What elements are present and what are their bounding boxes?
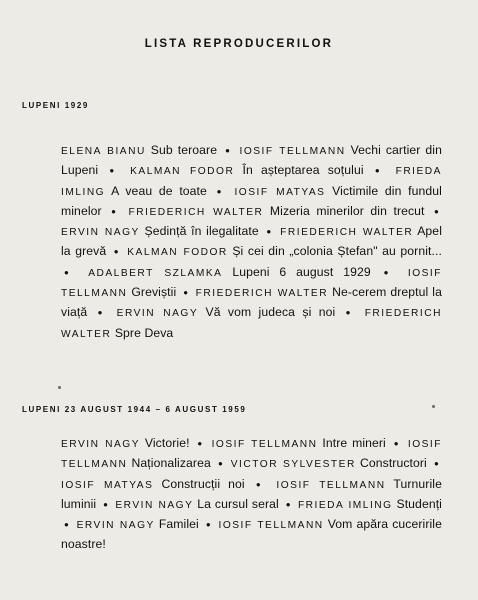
page-mark <box>432 405 435 408</box>
reproduction-entry <box>117 305 336 319</box>
artist-name: IOSIF MATYAS <box>234 186 326 198</box>
artwork-title: Studenți <box>396 496 442 511</box>
artist-name: ERVIN NAGY <box>116 308 199 320</box>
section-heading-lupeni-1929: LUPENI 1929 <box>22 101 89 110</box>
section-entries-lupeni-1929 <box>61 141 442 344</box>
artwork-title: Vă vom judeca și noi <box>205 305 336 320</box>
artist-name: IOSIF TELLMANN <box>218 520 324 532</box>
bullet-separator: ● <box>64 520 70 530</box>
bullet-separator: ● <box>183 288 189 298</box>
artwork-title: Victorie! <box>144 436 190 450</box>
artist-name: KALMAN FODOR <box>127 247 228 259</box>
artwork-title: Turnurile luminii <box>61 476 442 511</box>
reproduction-entry <box>61 224 259 238</box>
bullet-separator: ● <box>434 206 439 216</box>
bullet-separator: ● <box>266 227 273 237</box>
artist-name: ERVIN NAGY <box>61 439 141 450</box>
bullet-separator: ● <box>205 520 212 530</box>
reproduction-entry <box>127 244 442 258</box>
artwork-title: Ședință în ilegalitate <box>144 224 259 239</box>
bullet-separator: ● <box>103 499 109 509</box>
artwork-title: Apel la grevă <box>61 224 442 259</box>
artwork-title: Constructori <box>359 456 427 471</box>
bullet-separator: ● <box>109 166 119 176</box>
reproduction-entry <box>61 143 217 157</box>
artist-name: KALMAN FODOR <box>130 166 235 178</box>
artwork-title: Greviștii <box>131 285 177 300</box>
artist-name: FRIEDA IMLING <box>61 166 442 198</box>
reproduction-entry <box>61 436 190 450</box>
artwork-title: Intre mineri <box>322 436 386 450</box>
artwork-title: Și cei din „colonia Ștefan" au pornit... <box>232 244 442 259</box>
page-title: LISTA REPRODUCERILOR <box>144 38 334 50</box>
artwork-title: La cursul seral <box>197 496 279 511</box>
bullet-separator: ● <box>111 206 120 216</box>
artist-name: ERVIN NAGY <box>76 520 155 532</box>
bullet-separator: ● <box>383 267 395 277</box>
reproduction-entry <box>115 497 278 511</box>
bullet-separator: ● <box>197 439 204 448</box>
artwork-title: Vechi cartier din Lupeni <box>61 143 442 178</box>
reproduction-entry <box>212 436 386 450</box>
artwork-title: Spre Deva <box>114 325 174 340</box>
artwork-title: Lupeni 6 august 1929 <box>232 264 371 279</box>
artist-name: IOSIF TELLMANN <box>239 146 346 157</box>
artist-name: FRIEDERICH WALTER <box>61 308 442 340</box>
artist-name: ADALBERT SZLAMKA <box>88 267 223 279</box>
artist-name: IOSIF TELLMANN <box>276 479 386 491</box>
reproduction-entry <box>231 456 427 470</box>
artwork-title: Vom apăra cuceririle noastre! <box>61 517 442 552</box>
reproduction-entry <box>298 497 442 511</box>
artist-name: VICTOR SYLVESTER <box>230 459 356 471</box>
bullet-separator: ● <box>113 247 120 257</box>
reproduction-entry <box>130 163 364 177</box>
artwork-title: Ne-cerem dreptul la viață <box>61 285 442 320</box>
bullet-separator: ● <box>393 439 401 448</box>
bullet-separator: ● <box>217 459 224 469</box>
reproduction-entry <box>88 265 371 279</box>
artist-name: IOSIF TELLMANN <box>61 439 442 471</box>
artist-name: IOSIF TELLMANN <box>61 267 442 300</box>
reproduction-entry <box>129 204 425 218</box>
reproduction-entry <box>77 517 199 531</box>
bullet-separator: ● <box>374 166 385 176</box>
bullet-separator: ● <box>255 479 266 489</box>
bullet-separator: ● <box>64 267 76 277</box>
artwork-title: Sub teroare <box>150 143 218 157</box>
bullet-separator: ● <box>225 146 232 155</box>
artwork-title: Familei <box>158 517 199 532</box>
bullet-separator: ● <box>434 459 439 469</box>
section-heading-lupeni-1944-1959: LUPENI 23 AUGUST 1944 – 6 AUGUST 1959 <box>22 405 247 414</box>
artwork-title: Naționalizarea <box>131 456 211 471</box>
artist-name: ERVIN NAGY <box>115 499 194 511</box>
bullet-separator: ● <box>97 308 107 318</box>
artwork-title: Construcții noi <box>161 476 245 491</box>
artist-name: FRIEDERICH WALTER <box>280 227 414 239</box>
artist-name: FRIEDA IMLING <box>297 499 393 511</box>
artist-name: ERVIN NAGY <box>61 227 140 239</box>
artwork-title: În așteptarea soțului <box>242 163 364 178</box>
artwork-title: Victimile din fundul minelor <box>61 183 442 218</box>
artwork-title: Mizeria minerilor din trecut <box>269 203 425 218</box>
artist-name: FRIEDERICH WALTER <box>128 206 264 218</box>
page-mark <box>58 386 61 389</box>
artist-name: IOSIF TELLMANN <box>211 439 318 450</box>
bullet-separator: ● <box>345 308 355 318</box>
bullet-separator: ● <box>285 499 292 509</box>
reproduction-entry <box>61 477 245 491</box>
artist-name: ELENA BIANU <box>61 146 146 157</box>
bullet-separator: ● <box>216 186 225 196</box>
artist-name: IOSIF MATYAS <box>61 479 154 491</box>
section-entries-lupeni-1944-1959 <box>61 434 442 555</box>
artist-name: FRIEDERICH WALTER <box>195 288 329 300</box>
artwork-title: A veau de toate <box>111 183 207 198</box>
